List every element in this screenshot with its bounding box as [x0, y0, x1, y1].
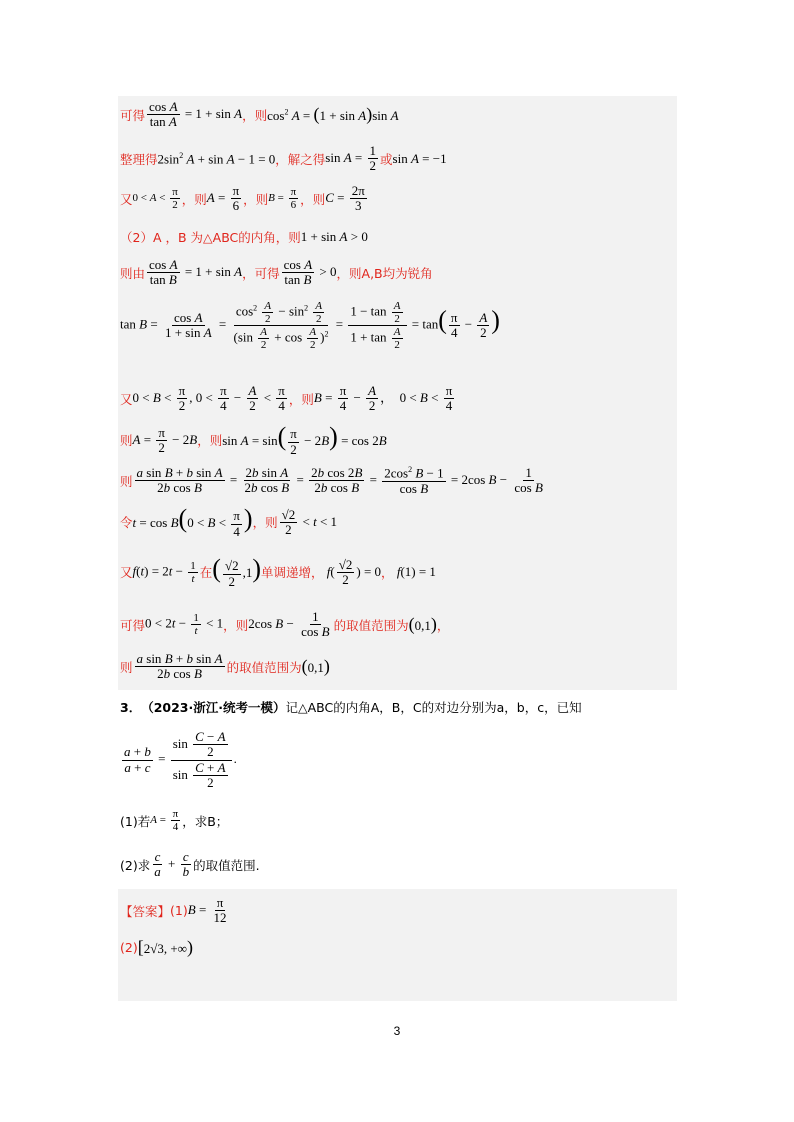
- solution-line-7: 又 0 < B < $\frac{\pi}{2}$ , 0 < $\frac{\pi}{4}$ − $\frac{A}{2}$ < $\frac{\pi}{4}$ ，则 B = $\frac{\pi}{4}$ − $\frac{A}{2}$ ， 0 < B < $\frac{\pi}{4}$: [120, 383, 453, 414]
- solution-line-6: tan B = $\frac{\text{cos A}}{\text{1 + sin A}}$ = $\cos^2$ $\frac{A}{2}$ − $\sin^2$ $\frac{A}{2}$ (sin $\frac{A}{2}$ + cos $\frac{A}{2}$ )$^2$ = 1 − tan $\frac{A}{2}$ 1 + tan $\frac{A}{2}$ = tan( $\frac{\pi}{4}$ − $\frac{A}{2}$ ): [120, 300, 500, 352]
- solution-line-13: 则 $\frac{\text{a sin B + b sin A}}{\text{2b cos B}}$ 的取值范围为 (0,1): [120, 651, 330, 682]
- problem-number: 3．: [120, 700, 142, 715]
- solution-line-2: 整理得 $2\sin^2$ A + sin A − 1 = 0 ，解之得 sin A = $\frac{1}{2}$ 或 sin A = −1: [120, 143, 447, 174]
- problem-source: （2023·浙江·统考一模）: [141, 700, 286, 715]
- solution-line-11: 又 f(t) = 2t − $\frac{1}{t}$ 在 ( $\frac{√2}{2}$ ,1) 单调递增， f( $\frac{√2}{2}$ ) = 0 ， f(1) = 1: [120, 554, 436, 589]
- answer-line-2: (2) [2√3, +∞): [120, 937, 193, 957]
- solution-line-5: 则由 $\frac{\text{cos A}}{\text{tan B}}$ = 1 + sin A ，可得 $\frac{\text{cos A}}{\text{tan B}}$ > 0 ，则A,B均为锐角: [120, 257, 433, 288]
- problem-3-stem: [120, 698, 582, 716]
- page-number: 3: [393, 1024, 401, 1038]
- solution-line-8: 则 A = $\frac{\pi}{2}$ − 2B ，则 sin A = sin( $\frac{\pi}{2}$ − 2B) = cos 2B: [120, 422, 387, 457]
- solution-line-12: 可得 0 < 2t − $\frac{1}{t}$ < 1 ，则 2cos B − $\frac{1}{\text{cos B}}$ 的取值范围为 (0,1) ，: [120, 609, 450, 640]
- question-1: (1)若 A = $\frac{\pi}{4}$ ，求B；: [120, 808, 229, 834]
- solution-line-10: 令 t = cos B(0 < B < $\frac{\pi}{4}$ ) ，则 $\frac{√2}{2}$ < t < 1: [120, 504, 338, 539]
- answer-label: 【答案】: [120, 903, 171, 919]
- answer-line-1: 【答案】 (1) B = $\frac{\pi}{12}$: [120, 895, 227, 926]
- problem-stem: 记△ABC的内角A，B，C的对边分别为a，b，c，已知: [285, 700, 582, 715]
- solution-line-1: 可得 $\frac{\text{cos A}}{\text{tan A}}$ = 1 + sin A ，则 $\cos^2 A = (1 + \sin A)\sin$ A: [120, 99, 399, 130]
- solution-line-9: 则 $\frac{\text{a sin B + b sin A}}{\text{2b cos B}}$ = $\frac{\text{2b sin A}}{\text{2b cos B}}$ = $\frac{\text{2b cos 2B}}{\text{2b cos B}}$ = $\frac{2\cos^2 B - 1}{\text{cos B}}$ = 2cos B − $\frac{1}{\text{cos B}}$: [120, 465, 543, 496]
- question-2: (2)求 $\frac{c}{a}$ + $\frac{c}{b}$ 的取值范围.: [120, 849, 260, 880]
- solution-line-4: （2）A ，B 为△ABC的内角，则 1 + sin A > 0: [120, 229, 368, 245]
- problem-3-equation: $\frac{a + b}{a + c}$ = sin $\frac{C - A}{2}$ sin $\frac{C + A}{2}$ .: [124, 729, 237, 790]
- solution-line-3: 又 0 < A < $\frac{\pi}{2}$ ，则 A = $\frac{\pi}{6}$ ，则 B = $\frac{\pi}{6}$ ，则 C = $\frac{2\pi}{3}$: [120, 183, 365, 214]
